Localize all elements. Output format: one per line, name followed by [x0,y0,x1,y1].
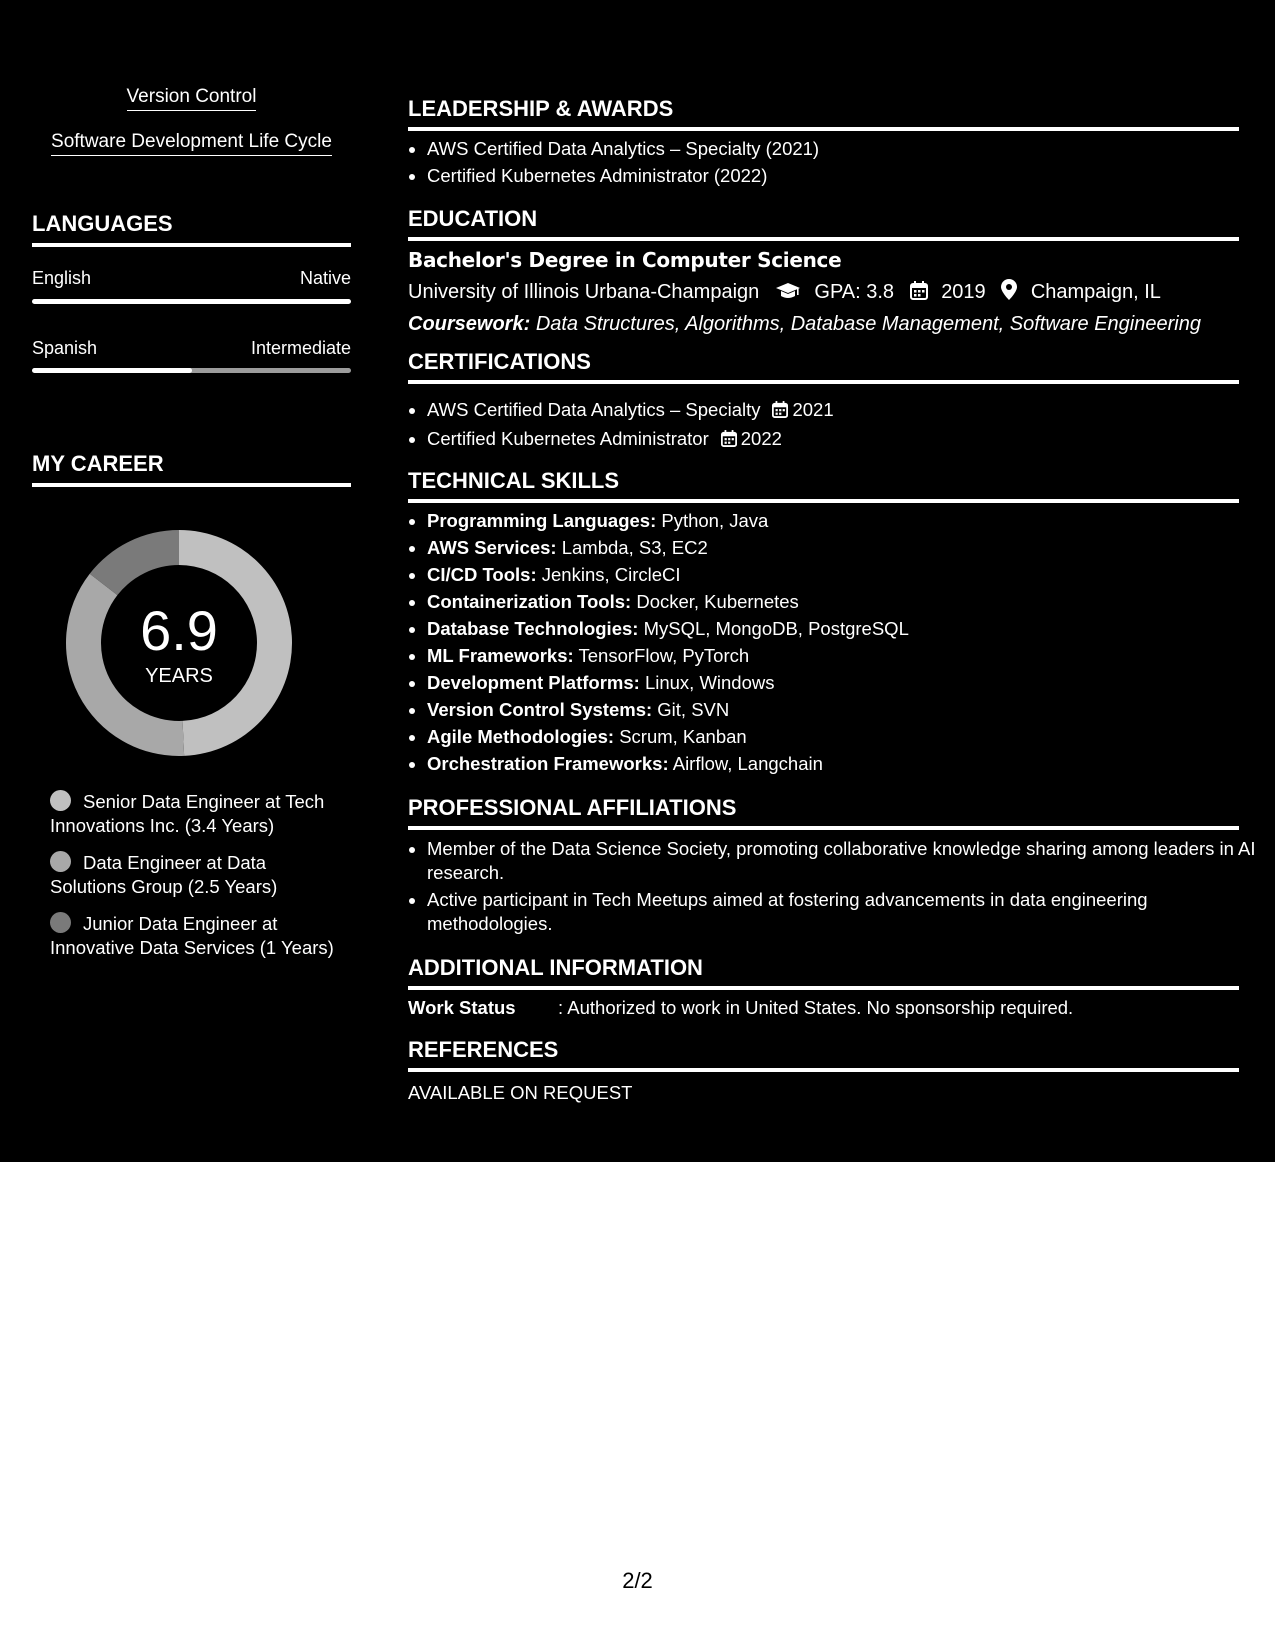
education-details [408,279,1239,306]
career-legend-item: Junior Data Engineer at Innovative Data Services (1 Years) [50,913,334,958]
language-bar [32,368,351,373]
career-donut-chart [64,528,294,758]
language-bar-fill [32,299,351,304]
references-text: AVAILABLE ON REQUEST [408,1082,633,1103]
languages-heading: LANGUAGES [32,211,351,247]
language-bar-fill [32,368,192,373]
language-row [32,268,351,289]
list-item: • Certified Kubernetes Administrator 2022 [427,425,1258,454]
language-level: Intermediate [250,338,351,358]
work-status-label: Work Status [408,997,516,1018]
legend-dot-icon [50,851,71,872]
education-heading: EDUCATION [408,206,1239,241]
school-name: University of Illinois Urbana-Champaign [408,281,760,303]
list-item: • ML Frameworks: TensorFlow, PyTorch [427,642,1258,669]
language-name: Spanish [32,338,98,358]
list-item: • Version Control Systems: Git, SVN [427,696,1258,723]
graduation-year: 2019 [941,281,986,303]
education-entry [408,248,1239,336]
affiliations-heading: PROFESSIONAL AFFILIATIONS [408,795,1239,830]
list-item: • Member of the Data Science Society, promoting collaborative knowledge sharing among leaders in AI research. [427,837,1258,885]
language-row [32,338,351,359]
list-item: • CI/CD Tools: Jenkins, CircleCI [427,561,1258,588]
skill-link-sdlc[interactable]: Software Development Life Cycle [32,131,351,153]
career-heading: MY CAREER [32,451,351,487]
calendar-icon [772,398,788,425]
affiliations-list [408,837,1258,939]
work-status-row [408,997,1239,1019]
list-item: • AWS Certified Data Analytics – Specialty 2021 [427,396,1258,425]
career-total-label: YEARS [145,665,213,687]
calendar-icon [910,281,928,306]
coursework-label: Coursework: [408,313,531,335]
list-item: • AWS Services: Lambda, S3, EC2 [427,534,1258,561]
legend-dot-icon [50,912,71,933]
coursework [408,313,1239,336]
career-legend-item: Senior Data Engineer at Tech Innovations Inc. (3.4 Years) [50,791,325,836]
location-pin-icon [1001,279,1017,306]
work-status-value: : Authorized to work in United States. No sponsorship required. [558,997,1074,1018]
leadership-heading: LEADERSHIP & AWARDS [408,96,1239,131]
list-item: • Programming Languages: Python, Java [427,507,1258,534]
language-name: English [32,268,92,288]
page-number: 2/2 [622,1568,653,1593]
list-item: • Containerization Tools: Docker, Kubernetes [427,588,1258,615]
language-level: Native [299,268,351,288]
additional-info-heading: ADDITIONAL INFORMATION [408,955,1239,990]
list-item: • Active participant in Tech Meetups aimed at fostering advancements in data engineering methodologies. [427,888,1258,936]
skills-list [408,507,1258,777]
list-item: • Agile Methodologies: Scrum, Kanban [427,723,1258,750]
list-item: • Database Technologies: MySQL, MongoDB, PostgreSQL [427,615,1258,642]
list-item: • Certified Kubernetes Administrator (2022) [427,162,1258,189]
graduation-cap-icon [775,282,801,306]
list-item: • Orchestration Frameworks: Airflow, Langchain [427,750,1258,777]
leadership-list [408,135,1258,189]
school-location: Champaign, IL [1030,281,1161,303]
career-legend [50,790,340,973]
list-item: • AWS Certified Data Analytics – Specialty (2021) [427,135,1258,162]
gpa: GPA: 3.8 [814,281,895,303]
degree-title: Bachelor's Degree in Computer Science [408,248,842,272]
career-total-years: 6.9 [140,599,218,662]
language-bar [32,299,351,304]
skills-heading: TECHNICAL SKILLS [408,468,1239,503]
career-legend-item: Data Engineer at Data Solutions Group (2.5 Years) [50,852,278,897]
legend-dot-icon [50,790,71,811]
list-item: • Development Platforms: Linux, Windows [427,669,1258,696]
calendar-icon [721,427,737,454]
coursework-list: Data Structures, Algorithms, Database Management, Software Engineering [535,313,1201,335]
certifications-heading: CERTIFICATIONS [408,349,1239,384]
references-heading: REFERENCES [408,1037,1239,1072]
skill-link-version-control[interactable]: Version Control [32,86,351,108]
certifications-list [408,396,1258,454]
